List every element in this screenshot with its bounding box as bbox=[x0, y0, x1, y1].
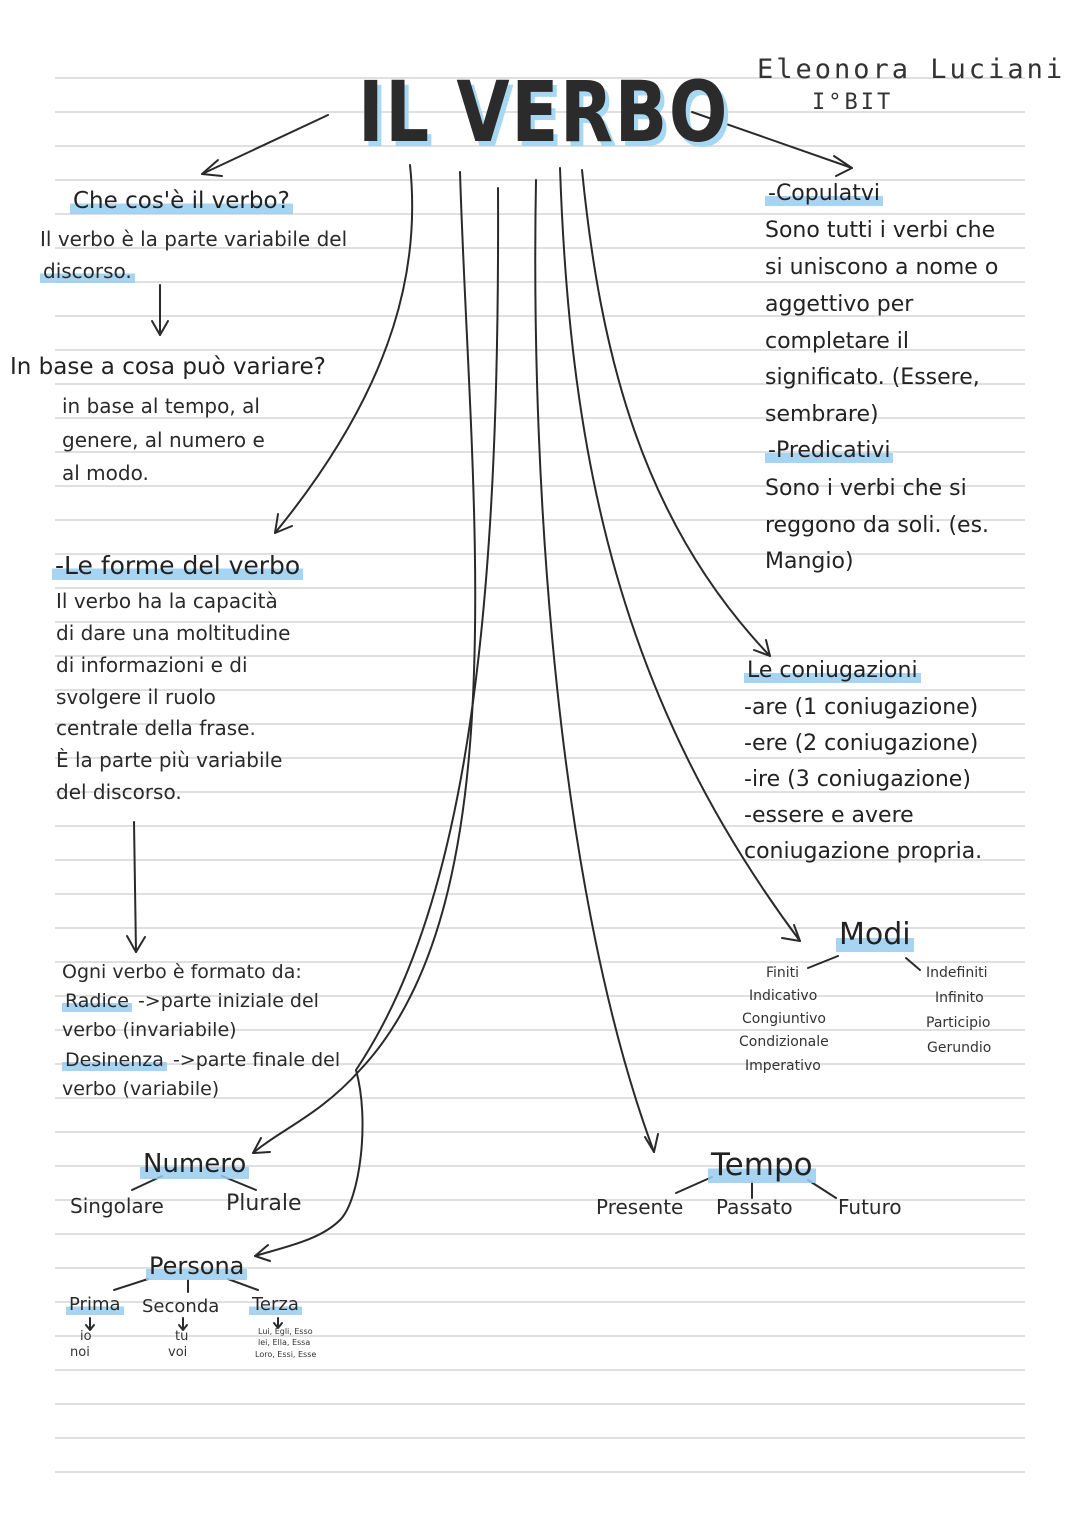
persona-prima-sing: io bbox=[80, 1329, 92, 1344]
copulativi-line: si uniscono a nome o bbox=[765, 255, 999, 280]
forms-line: svolgere il ruolo bbox=[56, 685, 216, 709]
arrow-to-persona bbox=[255, 188, 498, 1256]
persona-terza-line1: Lui, Egli, Esso bbox=[258, 1327, 313, 1336]
coniugazioni-line: -essere e avere bbox=[744, 803, 914, 828]
structure-radice-2: verbo (invariabile) bbox=[62, 1019, 237, 1041]
definition-answer-line2: discorso. bbox=[40, 261, 135, 281]
predicativi-line: Sono i verbi che si bbox=[765, 476, 967, 501]
modi-indefiniti-item: Participio bbox=[926, 1015, 991, 1031]
persona-seconda-sing: tu bbox=[175, 1329, 189, 1344]
persona-seconda-plur: voi bbox=[168, 1345, 188, 1360]
structure-radice: Radice ->parte iniziale del bbox=[62, 992, 319, 1011]
variation-line2: genere, al numero e bbox=[62, 428, 265, 452]
numero-heading: Numero bbox=[140, 1151, 249, 1177]
forms-line: centrale della frase. bbox=[56, 716, 256, 740]
forms-line: È la parte più variabile bbox=[56, 748, 283, 772]
arrow-to-forms bbox=[275, 165, 412, 533]
predicativi-line: reggono da soli. (es. bbox=[765, 513, 990, 538]
modi-heading: Modi bbox=[836, 920, 914, 950]
persona-prima-plur: noi bbox=[70, 1345, 90, 1360]
tempo-passato: Passato bbox=[716, 1195, 793, 1219]
variation-line1: in base al tempo, al bbox=[62, 394, 260, 418]
definition-answer-line1: Il verbo è la parte variabile del bbox=[40, 227, 348, 251]
page-title: IL VERBO bbox=[358, 63, 730, 161]
modi-finiti-item: Indicativo bbox=[749, 988, 818, 1004]
predicativi-heading: -Predicativi bbox=[765, 440, 893, 462]
arrow-to-definition bbox=[202, 115, 328, 174]
copulativi-line: sembrare) bbox=[765, 402, 879, 427]
forms-line: di informazioni e di bbox=[56, 653, 248, 677]
forms-line: Il verbo ha la capacità bbox=[56, 589, 278, 613]
arrow-forms-down bbox=[134, 822, 136, 952]
tempo-presente: Presente bbox=[596, 1195, 684, 1219]
structure-intro: Ogni verbo è formato da: bbox=[62, 961, 302, 983]
modi-finiti-item: Imperativo bbox=[745, 1058, 821, 1074]
modi-finiti-label: Finiti bbox=[766, 965, 800, 981]
numero-singolare: Singolare bbox=[70, 1194, 164, 1218]
arrow-to-tempo bbox=[535, 180, 654, 1152]
forms-line: del discorso. bbox=[56, 780, 182, 804]
predicativi-line: Mangio) bbox=[765, 549, 854, 574]
copulativi-heading: -Copulatvi bbox=[765, 183, 883, 205]
modi-indefiniti-label: Indefiniti bbox=[926, 965, 988, 981]
class-label: I°BIT bbox=[812, 90, 894, 115]
persona-terza: Terza bbox=[249, 1296, 302, 1314]
modi-finiti-item: Condizionale bbox=[739, 1034, 829, 1050]
copulativi-line: aggettivo per bbox=[765, 292, 914, 317]
coniugazioni-line: -ere (2 coniugazione) bbox=[744, 731, 979, 756]
persona-terza-line2: lei, Ella, Essa bbox=[258, 1338, 311, 1347]
numero-plurale: Plurale bbox=[226, 1191, 302, 1216]
copulativi-line: completare il bbox=[765, 329, 910, 354]
forms-line: di dare una moltitudine bbox=[56, 621, 291, 645]
structure-desinenza-2: verbo (variabile) bbox=[62, 1078, 220, 1100]
definition-question: Che cos'è il verbo? bbox=[70, 190, 293, 213]
structure-desinenza: Desinenza ->parte finale del bbox=[62, 1051, 340, 1070]
arrow-to-coniugazioni bbox=[582, 170, 770, 656]
coniugazioni-line: -ire (3 coniugazione) bbox=[744, 767, 971, 792]
coniugazioni-line: coniugazione propria. bbox=[744, 839, 983, 864]
author-name: Eleonora Luciani bbox=[757, 54, 1066, 85]
modi-finiti-item: Congiuntivo bbox=[742, 1011, 826, 1027]
copulativi-line: significato. (Essere, bbox=[765, 365, 980, 390]
modi-indefiniti-item: Infinito bbox=[935, 990, 984, 1006]
modi-indefiniti-item: Gerundio bbox=[927, 1040, 992, 1056]
persona-prima: Prima bbox=[66, 1296, 124, 1314]
tempo-heading: Tempo bbox=[708, 1150, 816, 1181]
persona-seconda: Seconda bbox=[142, 1296, 220, 1317]
coniugazioni-line: -are (1 coniugazione) bbox=[744, 695, 979, 720]
coniugazioni-heading: Le coniugazioni bbox=[744, 660, 921, 682]
variation-line3: al modo. bbox=[62, 461, 149, 485]
variation-question: In base a cosa può variare? bbox=[10, 354, 326, 380]
persona-terza-line3: Loro, Essi, Esse bbox=[255, 1350, 317, 1359]
persona-heading: Persona bbox=[146, 1254, 247, 1278]
forms-heading: -Le forme del verbo bbox=[52, 553, 303, 578]
copulativi-line: Sono tutti i verbi che bbox=[765, 218, 996, 243]
tempo-futuro: Futuro bbox=[838, 1195, 902, 1219]
